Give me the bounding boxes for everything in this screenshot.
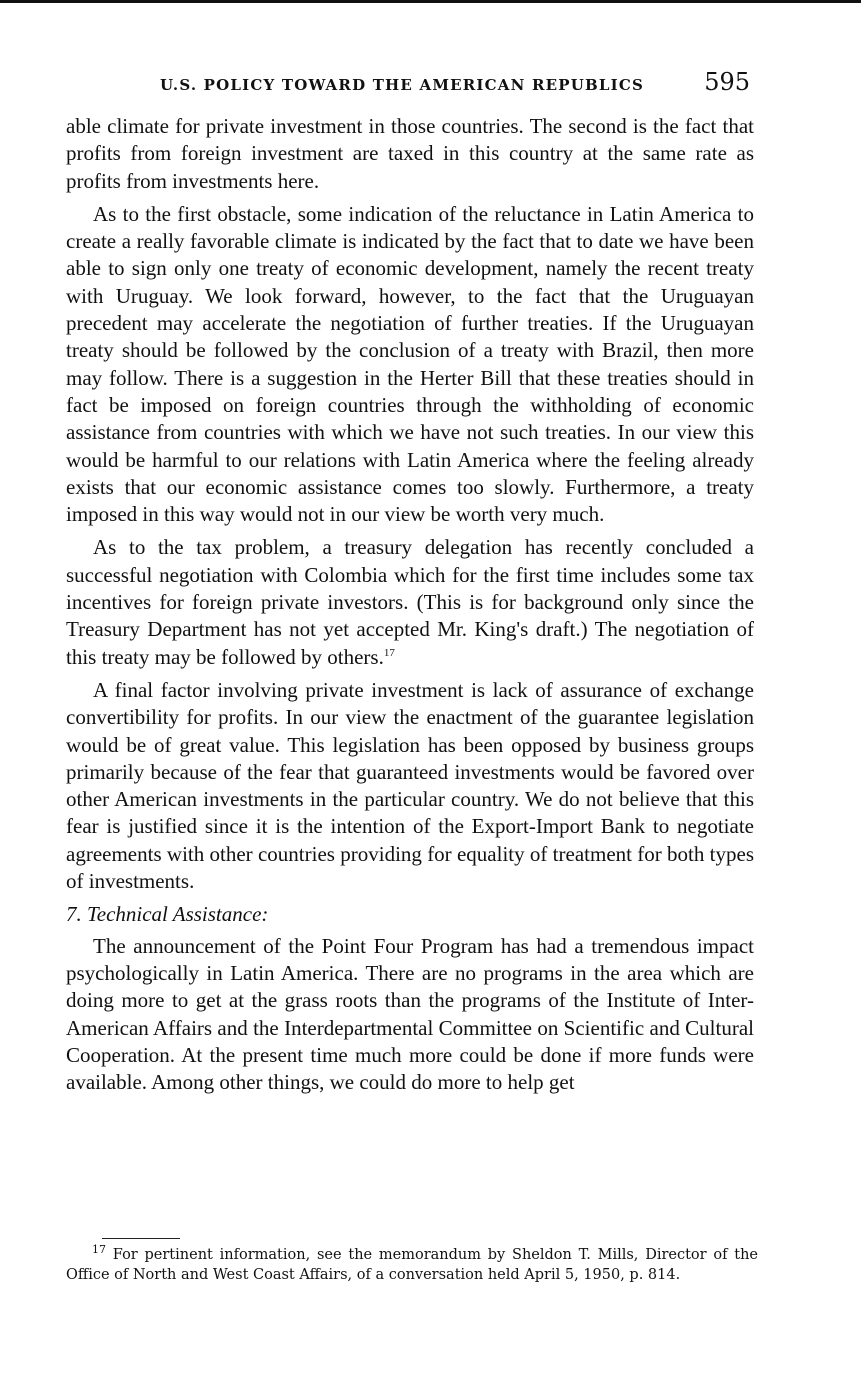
body-text <box>66 113 754 1102</box>
paragraph-technical-assistance: The announcement of the Point Four Program has had a tremendous impact psychologically in Latin America. There are no programs in the area which are doing more to get at the grass roots than the programs of the Institute of Inter-American Affairs and the Interdepartmental Committee on Scientific and Cultural Cooperation. At the present time much more could be done if more funds were available. Among other things, we could do more to help get <box>66 933 754 1095</box>
paragraph-convertibility: A final factor involving private investment is lack of assurance of exchange convertibility for profits. In our view the enactment of the guarantee legislation would be of great value. This legislation has been opposed by business groups primarily because of the fear that guaranteed investments would be favored over other American investments in the particular country. We do not believe that this fear is justified since it is the intention of the Export-Import Bank to negotiate agreements with other countries providing for equality of treatment for both types of investments. <box>66 677 754 894</box>
footnote-divider <box>102 1238 180 1239</box>
footnote-text: For pertinent information, see the memorandum by Sheldon T. Mills, Director of the Office of North and West Coast Affairs, of a conversation held April 5, 1950, p. 814. <box>66 1247 758 1283</box>
page-top-edge <box>0 0 861 3</box>
footnote <box>66 1243 758 1285</box>
footnote-marker: 17 <box>92 1243 106 1257</box>
page-number: 595 <box>704 68 750 96</box>
paragraph-tax-problem <box>66 534 754 670</box>
running-head: U.S. POLICY TOWARD THE AMERICAN REPUBLICS <box>160 76 645 94</box>
footnote-reference: 17 <box>383 646 395 659</box>
page-header <box>160 68 760 98</box>
paragraph-continuation: able climate for private investment in those countries. The second is the fact that profits from foreign investment are taxed in this country at the same rate as profits from investments here. <box>66 114 754 193</box>
paragraph-tax-problem-text: As to the tax problem, a treasury delegation has recently concluded a successful negotiation with Colombia which for the first time includes some tax incentives for foreign private investors. (This is for background only since the Treasury Department has not yet accepted Mr. King's draft.) The negotiation of this treaty may be followed by others. <box>66 535 754 669</box>
section-heading: 7. Technical Assistance: <box>66 902 269 927</box>
paragraph-first-obstacle: As to the first obstacle, some indication of the reluctance in Latin America to create a really favorable climate is indicated by the fact that to date we have been able to sign only one treaty of economic development, namely the recent treaty with Uruguay. We look forward, however, to the fact that the Uruguayan precedent may accelerate the negotiation of further treaties. If the Uruguayan treaty should be followed by the conclusion of a treaty with Brazil, then more may follow. There is a suggestion in the Herter Bill that these treaties should in fact be imposed on foreign countries through the withholding of economic assistance from countries with which we have not such treaties. In our view this would be harmful to our relations with Latin America where the feeling already exists that our economic assistance comes too slowly. Furthermore, a treaty imposed in this way would not in our view be worth very much. <box>66 201 754 527</box>
